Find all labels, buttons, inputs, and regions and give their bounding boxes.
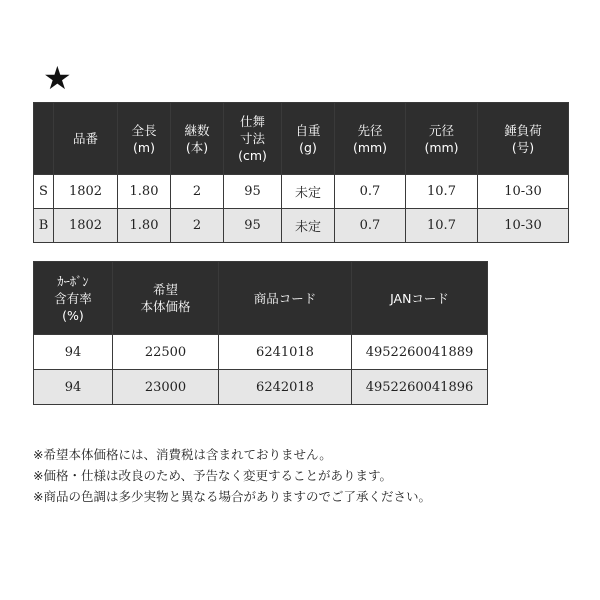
table-cell: 23000 bbox=[113, 370, 219, 405]
table-cell: 10.7 bbox=[406, 175, 478, 209]
table-cell: 22500 bbox=[113, 335, 219, 370]
spec-header-cell: 継数 (本) bbox=[171, 103, 224, 175]
table-cell: 1802 bbox=[54, 175, 118, 209]
table-cell: 0.7 bbox=[335, 175, 406, 209]
table-cell: 1.80 bbox=[118, 175, 171, 209]
table-cell: 1.80 bbox=[118, 209, 171, 243]
table-row bbox=[34, 175, 569, 209]
note-line: ※価格・仕様は改良のため、予告なく変更することがあります。 bbox=[33, 468, 392, 483]
table-cell: 94 bbox=[34, 370, 113, 405]
spec-header-cell: 自重 (g) bbox=[282, 103, 335, 175]
notes bbox=[33, 444, 431, 507]
spec-header-cell bbox=[34, 103, 54, 175]
table-cell: 10-30 bbox=[478, 175, 569, 209]
price-header-cell: ｶｰﾎﾞﾝ 含有率 (%) bbox=[34, 262, 113, 335]
table-cell: S bbox=[34, 175, 54, 209]
spec-header-row bbox=[34, 103, 569, 175]
table-cell: 95 bbox=[224, 209, 282, 243]
price-header-row bbox=[34, 262, 488, 335]
table-cell: B bbox=[34, 209, 54, 243]
spec-header-cell: 仕舞 寸法 (cm) bbox=[224, 103, 282, 175]
spec-header-cell: 元径 (mm) bbox=[406, 103, 478, 175]
table-cell: 6241018 bbox=[219, 335, 352, 370]
price-table bbox=[33, 261, 488, 405]
table-cell: 94 bbox=[34, 335, 113, 370]
table-cell: 未定 bbox=[282, 209, 335, 243]
table-cell: 95 bbox=[224, 175, 282, 209]
table-row bbox=[34, 370, 488, 405]
table-cell: 0.7 bbox=[335, 209, 406, 243]
note-line: ※商品の色調は多少実物と異なる場合がありますのでご了承ください。 bbox=[33, 489, 431, 504]
spec-header-cell: 先径 (mm) bbox=[335, 103, 406, 175]
table-row bbox=[34, 335, 488, 370]
star-icon: ★ bbox=[43, 59, 72, 97]
table-cell: 2 bbox=[171, 175, 224, 209]
table-cell: 未定 bbox=[282, 175, 335, 209]
spec-table bbox=[33, 102, 569, 243]
table-cell: 2 bbox=[171, 209, 224, 243]
price-header-cell: JANコード bbox=[352, 262, 488, 335]
spec-header-cell: 品番 bbox=[54, 103, 118, 175]
table-cell: 10-30 bbox=[478, 209, 569, 243]
table-cell: 4952260041889 bbox=[352, 335, 488, 370]
table-cell: 1802 bbox=[54, 209, 118, 243]
spec-header-cell: 錘負荷 (号) bbox=[478, 103, 569, 175]
table-cell: 4952260041896 bbox=[352, 370, 488, 405]
note-line: ※希望本体価格には、消費税は含まれておりません。 bbox=[33, 447, 332, 462]
spec-header-cell: 全長 (m) bbox=[118, 103, 171, 175]
table-cell: 10.7 bbox=[406, 209, 478, 243]
price-header-cell: 商品コード bbox=[219, 262, 352, 335]
table-cell: 6242018 bbox=[219, 370, 352, 405]
price-header-cell: 希望 本体価格 bbox=[113, 262, 219, 335]
table-row bbox=[34, 209, 569, 243]
